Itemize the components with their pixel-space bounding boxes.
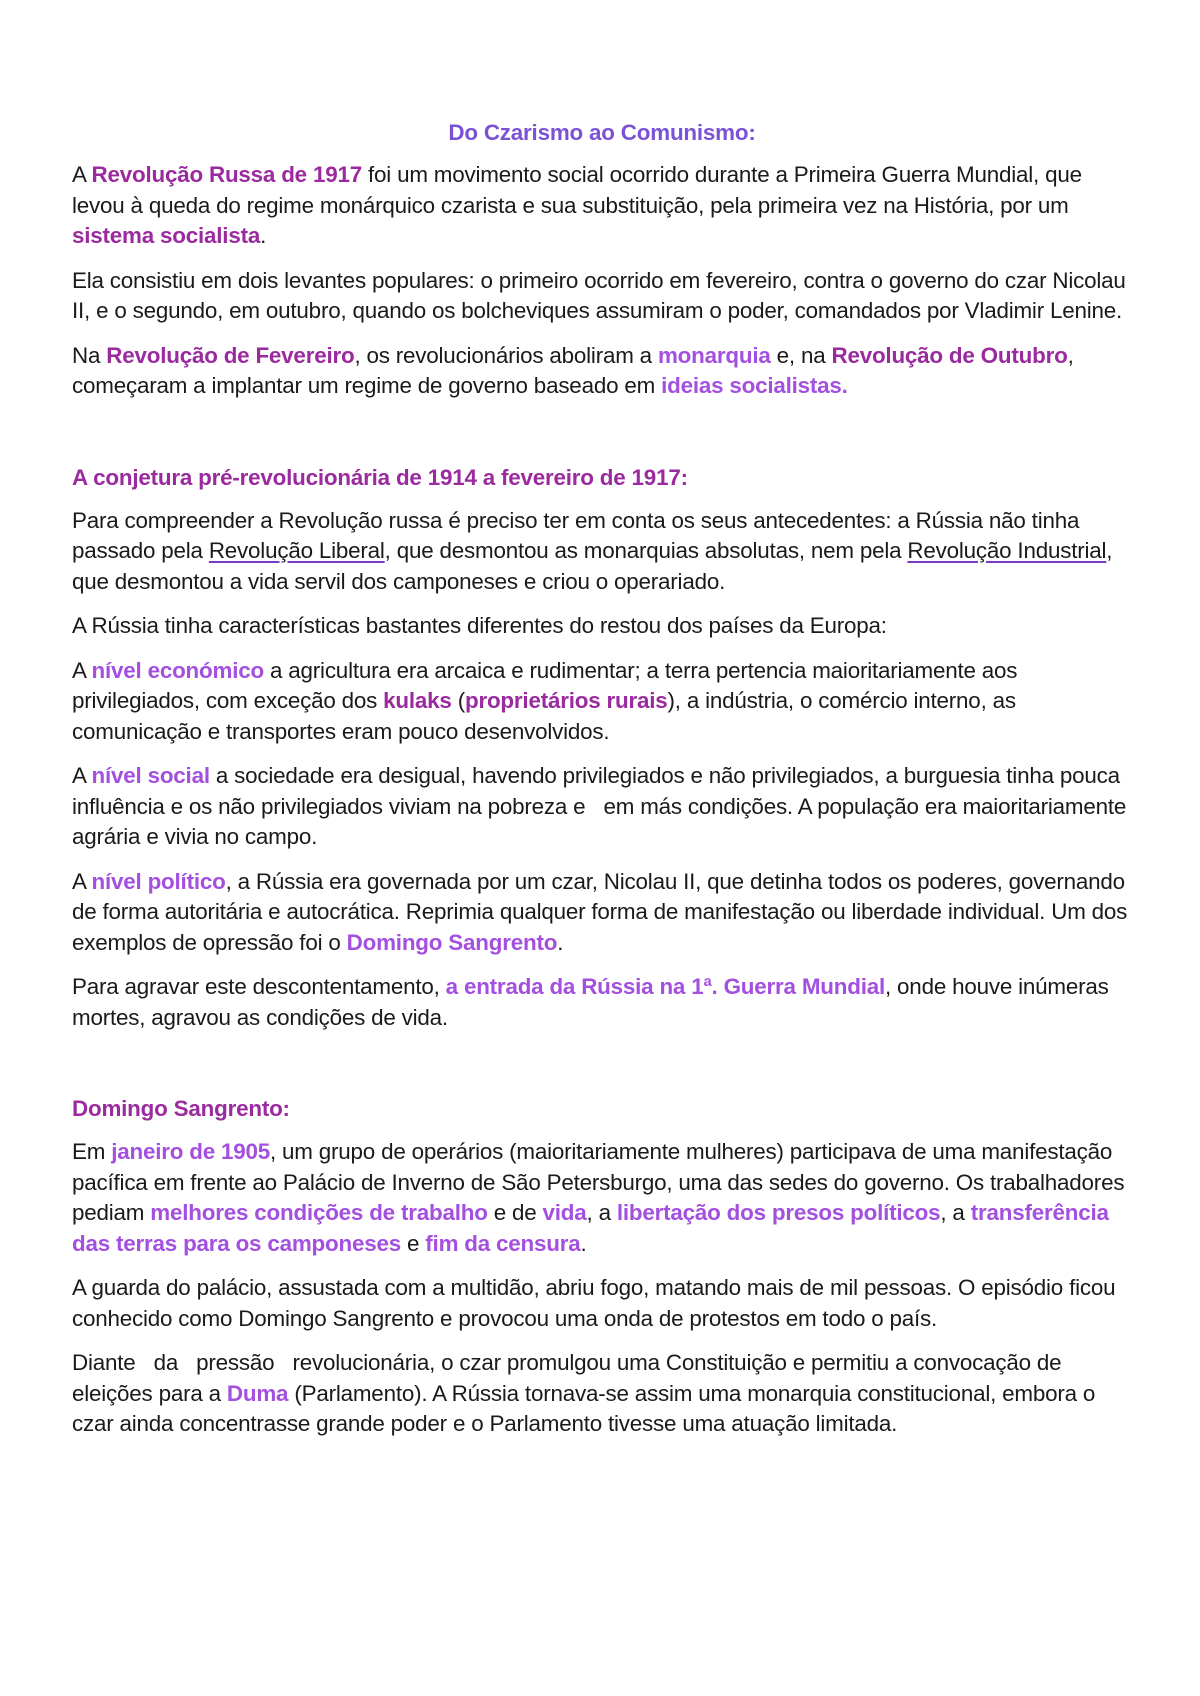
highlight-proprietarios-rurais: proprietários rurais — [464, 688, 668, 713]
section1-paragraph-1 — [72, 506, 1132, 598]
highlight-kulaks: kulaks — [383, 688, 452, 713]
highlight-revolucao-outubro: Revolução de Outubro — [831, 342, 1068, 368]
text-run: Na — [72, 342, 107, 368]
highlight-revolucao-russa: Revolução Russa de 1917 — [91, 162, 362, 187]
text-run: A guarda do palácio, assustada com a multidão, abriu fogo, matando mais de mil pessoas. O episódio ficou conhecido como Domingo Sangrento e provocou uma onda de protestos em todo o país. — [72, 1275, 1116, 1331]
highlight-domingo-sangrento: Domingo Sangrento — [346, 929, 558, 955]
text-run: . — [260, 223, 267, 248]
text-run: Ela consistiu em dois levantes populares: o primeiro ocorrido em fevereiro, contra o governo do czar Nicolau II, e o segundo, em outubro, quando os bolcheviques assumiram o poder, comandados por Vladimir Lenine. — [72, 267, 1126, 323]
text-run: , um grupo de operários (maioritariamente mulheres) participava de uma manifestação pacífica em frente ao Palácio de Inverno de São Petersburgo, uma das sedes do governo. Os trabalhadores pediam — [72, 1139, 1125, 1225]
spacer — [72, 1047, 1132, 1094]
section2-paragraph-1 — [72, 1137, 1132, 1259]
text-run: A — [72, 162, 92, 187]
intro-paragraph-1 — [72, 160, 1132, 252]
highlight-janeiro-1905: janeiro de 1905 — [111, 1139, 271, 1164]
text-run: ), a indústria, o comércio interno, as comunicação e transportes eram pouco desenvolvidos. — [72, 688, 1016, 744]
highlight-ideias-socialistas: ideias socialistas. — [661, 373, 848, 398]
section-heading-domingo-sangrento: Domingo Sangrento: — [72, 1096, 290, 1121]
text-run: Para agravar este descontentamento, — [72, 974, 446, 999]
text-run: A Rússia tinha características bastantes diferentes do restou dos países da Europa: — [72, 613, 887, 638]
text-run: , a — [940, 1200, 971, 1225]
text-run: , os revolucionários aboliram a — [354, 342, 658, 368]
section-heading-conjetura: A conjetura pré-revolucionária de 1914 a fevereiro de 1917: — [72, 464, 688, 490]
link-revolucao-liberal[interactable]: Revolução Liberal — [208, 538, 385, 563]
section1-paragraph-4 — [72, 761, 1132, 853]
text-run: Diante da pressão revolucionária, o czar promulgou uma Constituição e permitiu a convocação de eleições para a — [72, 1350, 1068, 1406]
text-run: Em — [72, 1139, 112, 1164]
section1-paragraph-2 — [72, 611, 1132, 642]
text-run: foi um movimento social ocorrido durante a Primeira Guerra Mundial, que levou à queda do regime monárquico czarista e sua substituição, pela primeira vez na História, por um — [72, 162, 1082, 218]
text-run: , a Rússia era governada por um czar, Nicolau II, que detinha todos os poderes, governando de forma autoritária e autocrática. Reprimia qualquer forma de manifestação ou liberdade individual. Um dos exemplos de opressão foi o — [72, 868, 1128, 955]
highlight-vida: vida — [542, 1200, 587, 1225]
link-revolucao-industrial[interactable]: Revolução Industrial — [907, 538, 1107, 563]
highlight-nivel-economico: nível económico — [91, 657, 264, 683]
highlight-duma: Duma — [226, 1380, 289, 1406]
highlight-nivel-social: nível social — [91, 763, 210, 788]
text-run: , que desmontou a vida servil dos camponeses e criou o operariado. — [72, 538, 1113, 594]
text-run: . — [557, 929, 564, 955]
document-body — [72, 118, 1132, 1454]
text-run: a agricultura era arcaica e rudimentar; a terra pertencia maioritariamente aos privilegiados, com exceção dos — [72, 657, 1018, 713]
text-run: e, na — [770, 342, 832, 368]
spacer — [72, 416, 1132, 463]
highlight-nivel-politico: nível político — [91, 868, 226, 894]
intro-paragraph-2 — [72, 266, 1132, 327]
highlight-transferencia-terras: transferência das terras para os camponeses — [72, 1200, 1109, 1256]
highlight-fim-censura: fim da censura — [425, 1230, 581, 1256]
highlight-entrada-guerra: a entrada da Rússia na 1ª. Guerra Mundial — [445, 974, 886, 999]
highlight-melhores-condicoes: melhores condições de trabalho — [150, 1200, 488, 1225]
text-run: e — [401, 1230, 426, 1256]
intro-paragraph-3 — [72, 341, 1132, 402]
text-run: . — [580, 1230, 587, 1256]
text-run: e de — [487, 1200, 543, 1225]
text-run: Para compreender a Revolução russa é preciso ter em conta os seus antecedentes: a Rússia não tinha passado pela — [72, 507, 1080, 563]
highlight-revolucao-fevereiro: Revolução de Fevereiro — [106, 342, 355, 368]
page-title: Do Czarismo ao Comunismo: — [448, 120, 756, 145]
text-run: A — [72, 763, 92, 788]
section1-paragraph-3 — [72, 656, 1132, 748]
text-run: , a — [586, 1200, 617, 1225]
section2-paragraph-2 — [72, 1273, 1132, 1334]
section2-paragraph-3 — [72, 1348, 1132, 1440]
text-run: ( — [451, 688, 465, 713]
text-run: , que desmontou as monarquias absolutas, nem pela — [384, 538, 908, 563]
section1-paragraph-5 — [72, 867, 1132, 959]
highlight-sistema-socialista: sistema socialista — [72, 223, 261, 248]
text-run: A — [72, 657, 92, 683]
text-run: , começaram a implantar um regime de governo baseado em — [72, 342, 1074, 398]
text-run: a sociedade era desigual, havendo privilegiados e não privilegiados, a burguesia tinha pouca influência e os não privilegiados viviam na pobreza e em más condições. A população era maioritariamente agrária e vivia no campo. — [72, 763, 1133, 849]
section1-paragraph-6 — [72, 972, 1132, 1033]
text-run: (Parlamento). A Rússia tornava-se assim uma monarquia constitucional, embora o czar ainda concentrasse grande poder e o Parlamento tivesse uma atuação limitada. — [72, 1380, 1096, 1436]
highlight-libertacao-presos: libertação dos presos políticos — [616, 1200, 941, 1225]
highlight-monarquia: monarquia — [657, 342, 771, 368]
text-run: A — [72, 868, 92, 894]
text-run: , onde houve inúmeras mortes, agravou as condições de vida. — [72, 974, 1109, 1030]
